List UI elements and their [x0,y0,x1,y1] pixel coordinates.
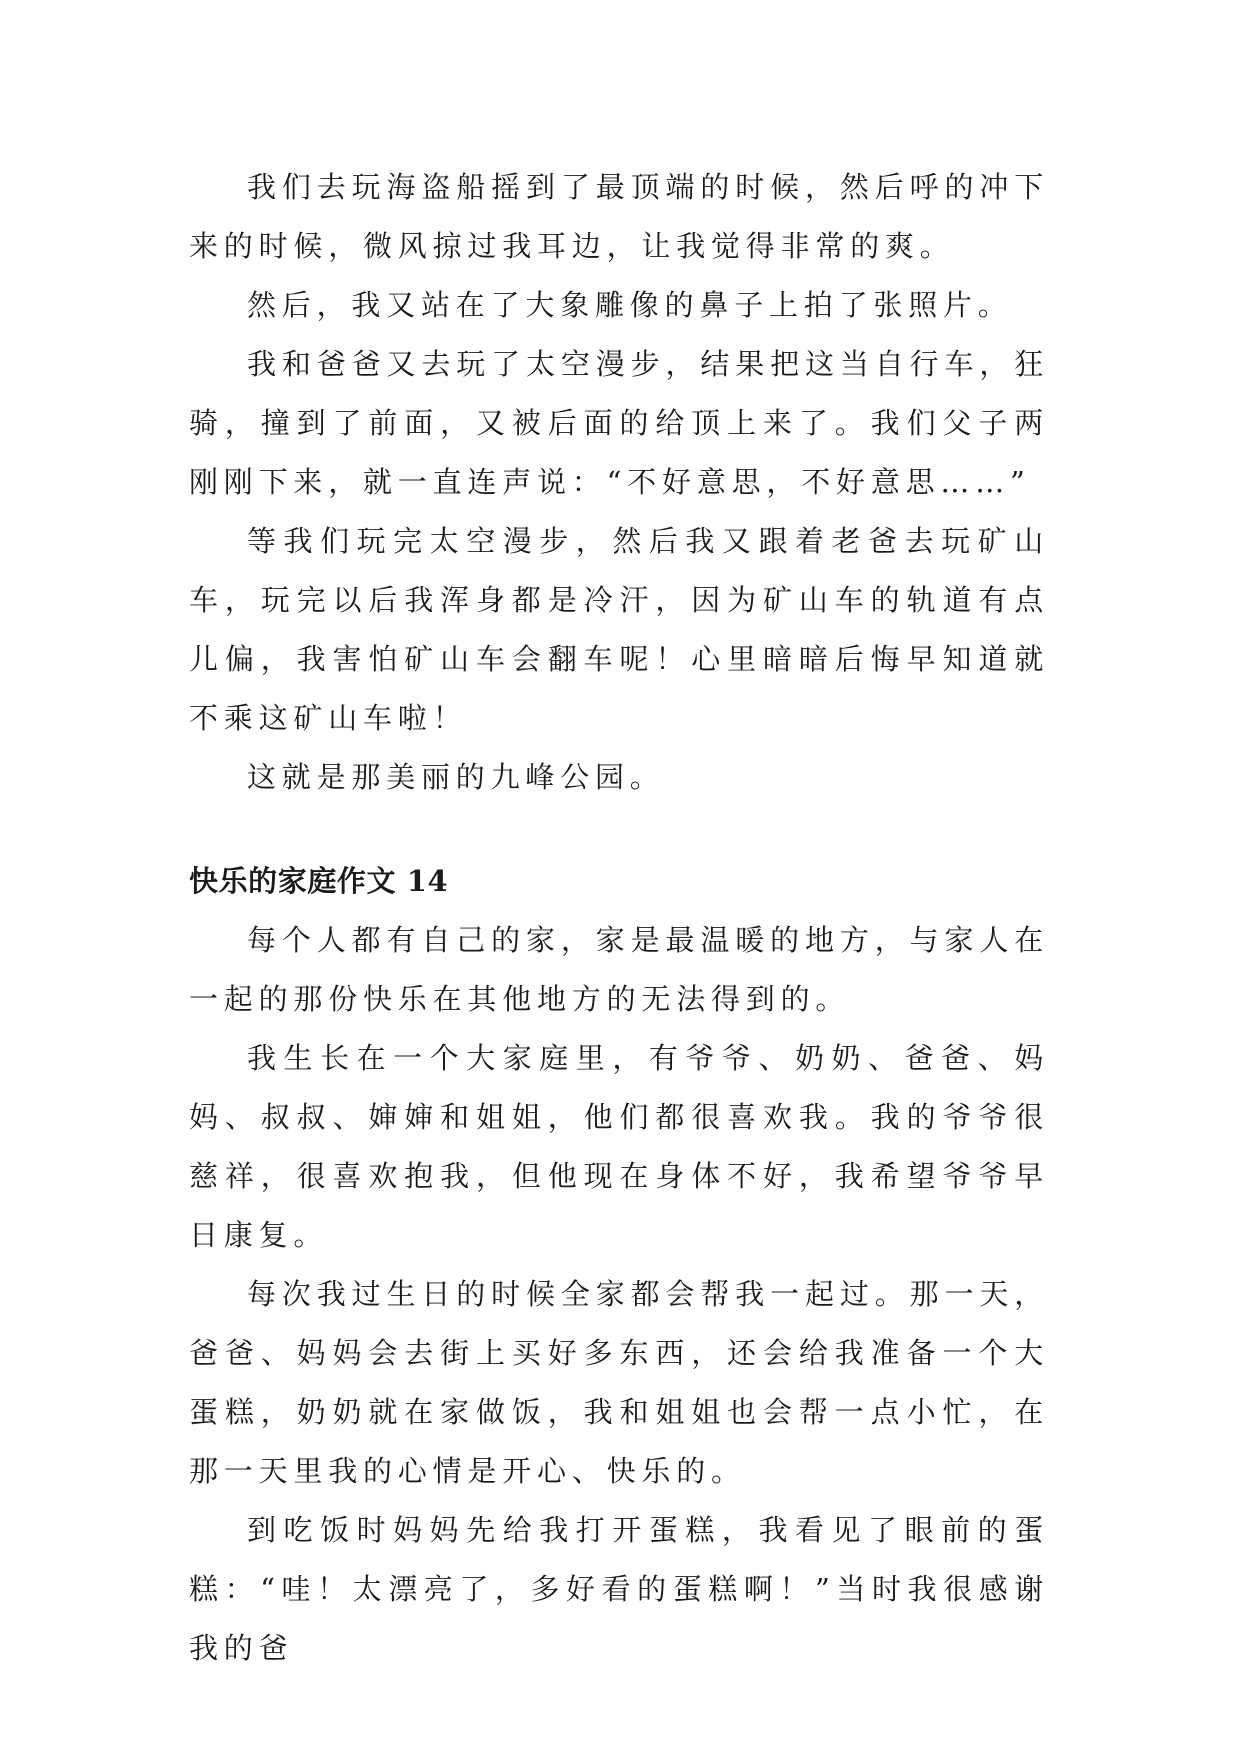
paragraph: 我和爸爸又去玩了太空漫步，结果把这当自行车，狂骑，撞到了前面，又被后面的给顶上来了。我们父子两刚刚下来，就一直连声说：“不好意思，不好意思……” [189,347,1049,499]
paragraph: 然后，我又站在了大象雕像的鼻子上拍了张照片。 [247,288,1013,322]
essay-title: 快乐的家庭作文 14 [189,864,449,898]
paragraph: 到吃饭时妈妈先给我打开蛋糕，我看见了眼前的蛋糕：“哇！太漂亮了，多好看的蛋糕啊！”当时我很感谢我的爸 [189,1513,1049,1665]
paragraph: 这就是那美丽的九峰公园。 [247,760,665,794]
paragraph: 每次我过生日的时候全家都会帮我一起过。那一天，爸爸、妈妈会去街上买好多东西，还会给我准备一个大蛋糕，奶奶就在家做饭，我和姐姐也会帮一点小忙，在那一天里我的心情是开心、快乐的。 [189,1277,1049,1488]
paragraph: 我生长在一个大家庭里，有爷爷、奶奶、爸爸、妈妈、叔叔、婶婶和姐姐，他们都很喜欢我。我的爷爷很慈祥，很喜欢抱我，但他现在身体不好，我希望爷爷早日康复。 [189,1041,1049,1252]
essay-section-14 [189,852,1049,1678]
essay-section-previous [189,158,1049,807]
paragraph: 等我们玩完太空漫步，然后我又跟着老爸去玩矿山车，玩完以后我浑身都是冷汗，因为矿山车的轨道有点儿偏，我害怕矿山车会翻车呢！心里暗暗后悔早知道就不乘这矿山车啦！ [189,524,1049,735]
paragraph: 每个人都有自己的家，家是最温暖的地方，与家人在一起的那份快乐在其他地方的无法得到的。 [189,923,1049,1016]
paragraph: 我们去玩海盗船摇到了最顶端的时候，然后呼的冲下来的时候，微风掠过我耳边，让我觉得非常的爽。 [189,170,1049,263]
